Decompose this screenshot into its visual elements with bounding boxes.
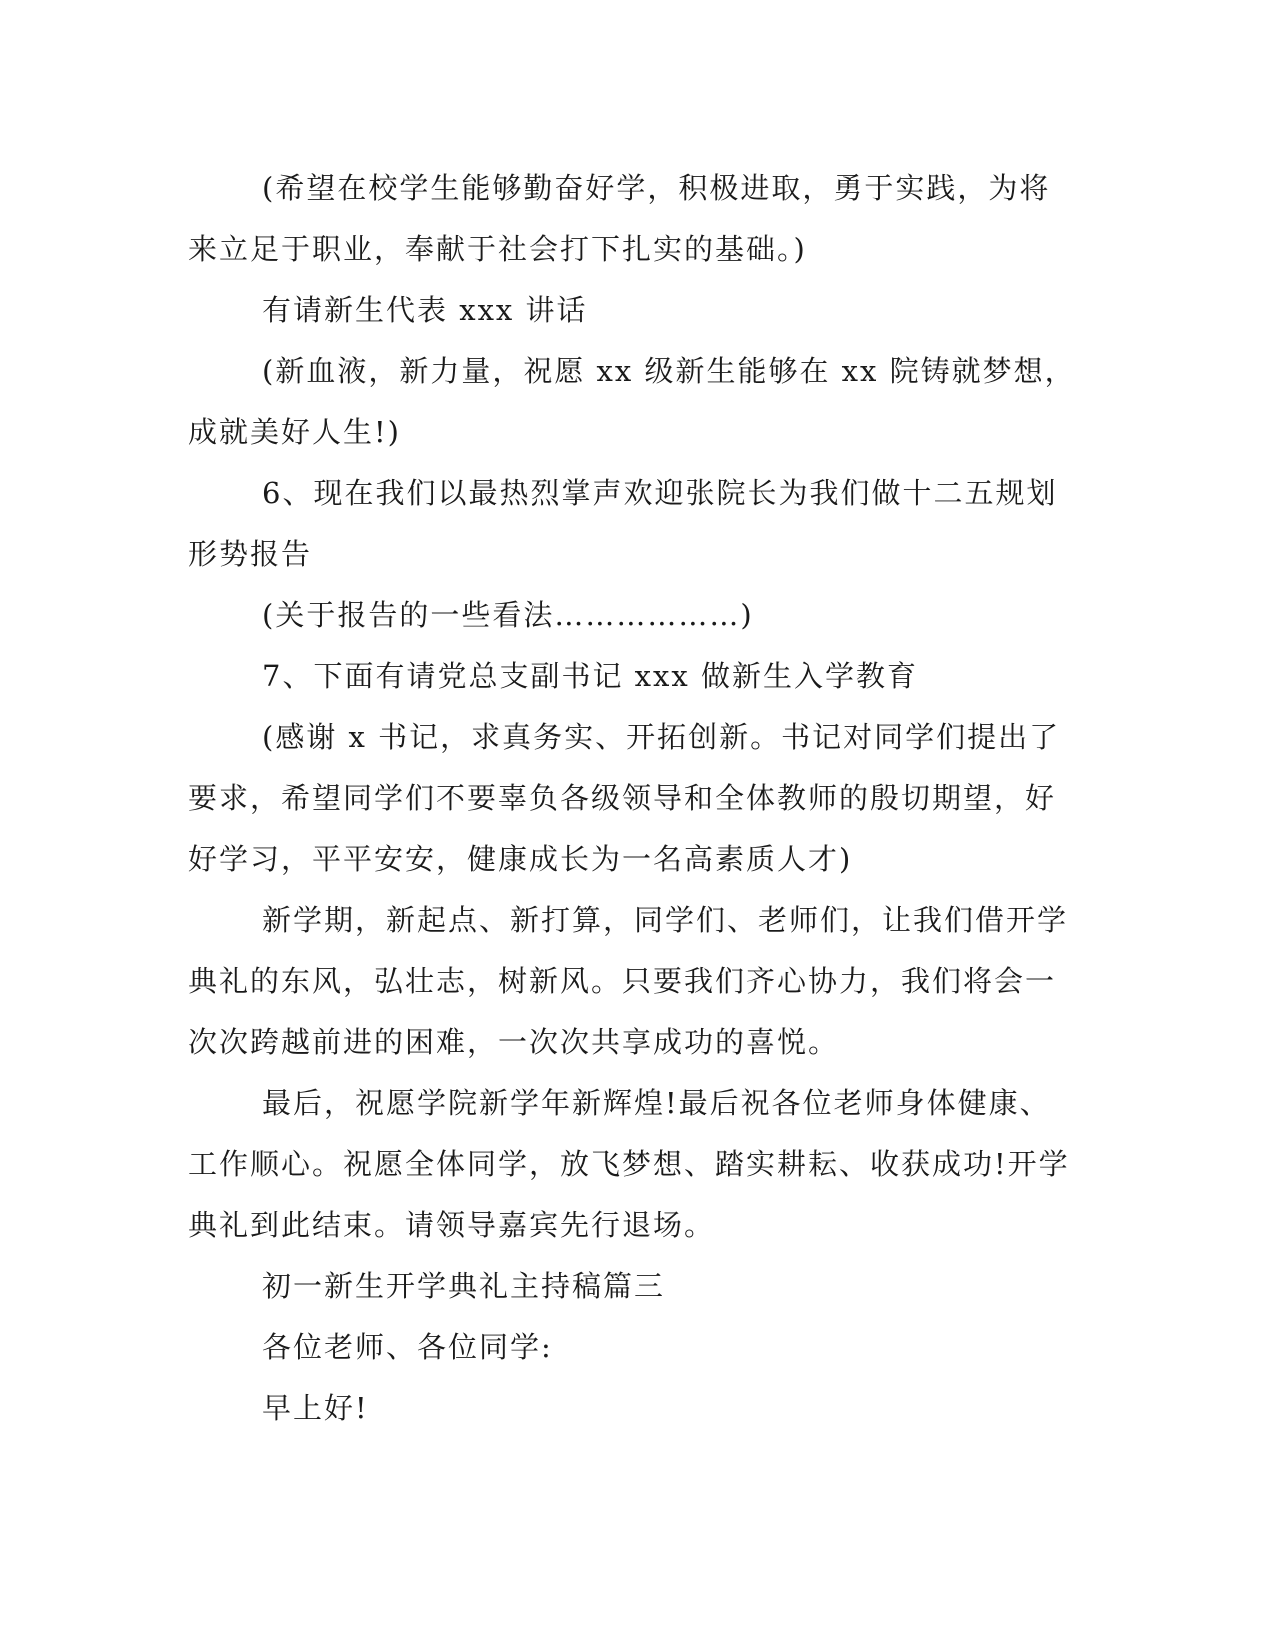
paragraph-greeting-audience: 各位老师、各位同学:: [262, 1330, 553, 1364]
paragraph-item-7-secretary: 7、下面有请党总支副书记 xxx 做新生入学教育: [262, 659, 918, 693]
paragraph-closing: 最后，祝愿学院新学年新辉煌!最后祝各位老师身体健康、工作顺心。祝愿全体同学，放飞梦想、踏实耕耘、收获成功!开学典礼到此结束。请领导嘉宾先行退场。: [188, 1086, 1070, 1242]
paragraph-invite-freshman-rep: 有请新生代表 xxx 讲话: [262, 293, 588, 327]
document-body: [188, 158, 1076, 1439]
paragraph-report-comments: (关于报告的一些看法………………): [262, 598, 754, 632]
paragraph-good-morning: 早上好!: [262, 1391, 369, 1425]
paragraph-new-blood: (新血液，新力量，祝愿 xx 级新生能够在 xx 院铸就梦想，成就美好人生!): [188, 354, 1076, 449]
section-heading: 初一新生开学典礼主持稿篇三: [262, 1269, 666, 1303]
paragraph-thanks-secretary: (感谢 x 书记，求真务实、开拓创新。书记对同学们提出了要求，希望同学们不要辜负各级领导和全体教师的殷切期望，好好学习，平平安安，健康成长为一名高素质人才): [188, 720, 1061, 876]
paragraph-hope-students: (希望在校学生能够勤奋好学，积极进取，勇于实践，为将来立足于职业，奉献于社会打下扎实的基础。): [188, 171, 1051, 266]
paragraph-item-6-dean-report: 6、现在我们以最热烈掌声欢迎张院长为我们做十二五规划形势报告: [188, 476, 1058, 571]
paragraph-new-semester: 新学期，新起点、新打算，同学们、老师们，让我们借开学典礼的东风，弘壮志，树新风。只要我们齐心协力，我们将会一次次跨越前进的困难，一次次共享成功的喜悦。: [188, 903, 1069, 1059]
